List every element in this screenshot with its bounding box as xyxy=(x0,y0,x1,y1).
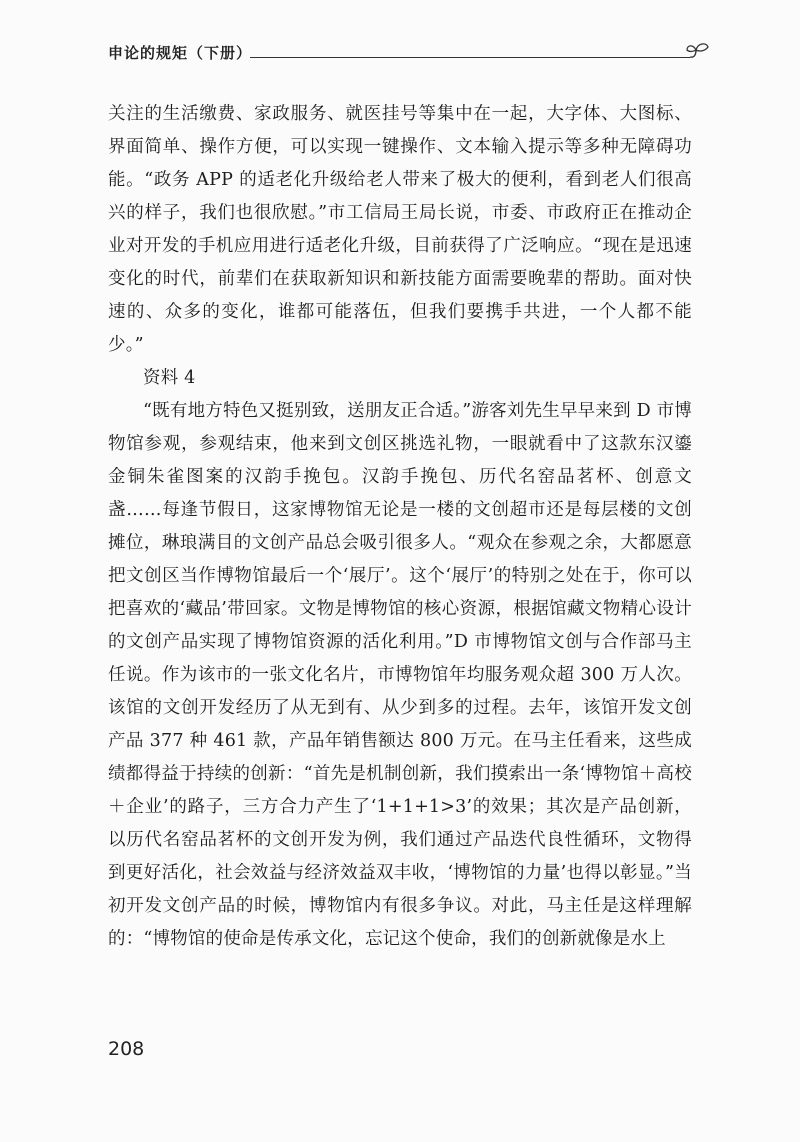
paragraph-continued: 关注的生活缴费、家政服务、就医挂号等集中在一起，大字体、大图标、界面简单、操作方便，可以实现一键操作、文本输入提示等多种无障碍功能。“政务 APP 的适老化升级给老人带来了极大的便利，看到老人们很高兴的样子，我们也很欣慰。”市工信局王局长说，市委、市政府正在推动企业对开发的手机应用进行适老化升级，目前获得了广泛响应。“现在是迅速变化的时代，前辈们在获取新知识和新技能方面需要晚辈的帮助。面对快速的、众多的变化，谁都可能落伍，但我们要携手共进，一个人都不能少。” xyxy=(108,104,692,355)
material-label: 资料 4 xyxy=(143,368,196,388)
header-rule xyxy=(250,57,690,58)
sprout-icon xyxy=(684,40,712,68)
page-number: 208 xyxy=(108,1038,145,1060)
page-body xyxy=(108,98,692,956)
running-header xyxy=(108,40,708,70)
paragraph: “既有地方特色又挺别致，送朋友正合适。”游客刘先生早早来到 D 市博物馆参观，参观结束，他来到文创区挑选礼物，一眼就看中了这款东汉鎏金铜朱雀图案的汉韵手挽包。汉韵手挽包、历代名窑品茗杯、创意文盏……每逢节假日，这家博物馆无论是一楼的文创超市还是每层楼的文创摊位，琳琅满目的文创产品总会吸引很多人。“观众在参观之余，大都愿意把文创区当作博物馆最后一个‘展厅’。这个‘展厅’的特别之处在于，你可以把喜欢的‘藏品’带回家。文物是博物馆的核心资源，根据馆藏文物精心设计的文创产品实现了博物馆资源的活化利用。”D 市博物馆文创与合作部马主任说。作为该市的一张文化名片，市博物馆年均服务观众超 300 万人次。该馆的文创开发经历了从无到有、从少到多的过程。去年，该馆开发文创产品 377 种 461 款，产品年销售额达 800 万元。在马主任看来，这些成绩都得益于持续的创新：“首先是机制创新，我们摸索出一条‘博物馆＋高校＋企业’的路子，三方合力产生了‘1+1+1>3’的效果；其次是产品创新，以历代名窑品茗杯的文创开发为例，我们通过产品迭代良性循环，文物得到更好活化，社会效益与经济效益双丰收，‘博物馆的力量’也得以彰显。”当初开发文创产品的时候，博物馆内有很多争议。对此，马主任是这样理解的：“博物馆的使命是传承文化，忘记这个使命，我们的创新就像是水上 xyxy=(108,401,692,949)
book-title: 申论的规矩（下册） xyxy=(108,44,253,62)
